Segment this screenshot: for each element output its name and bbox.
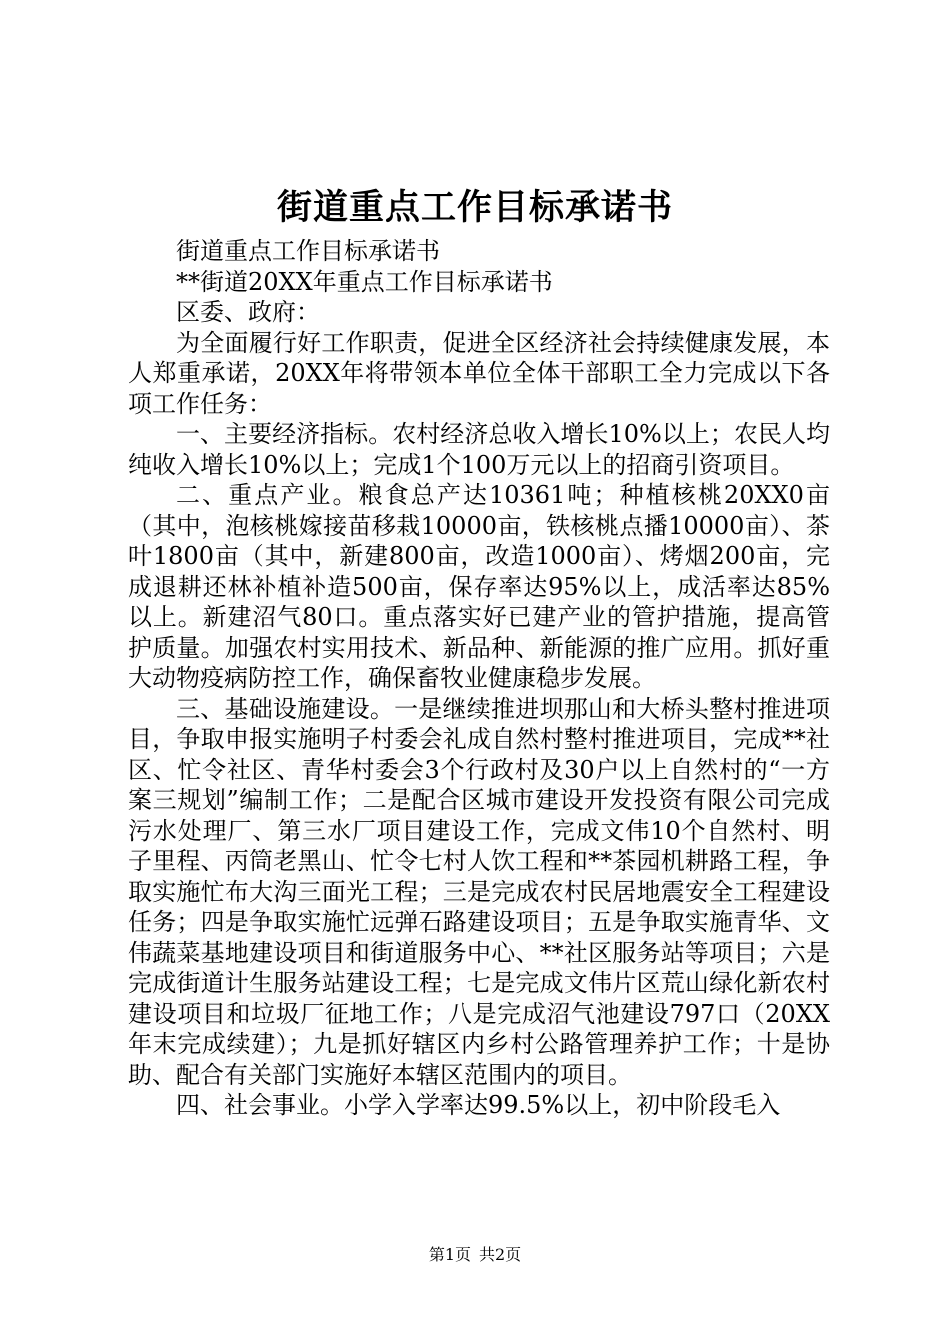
paragraph: 为全面履行好工作职责，促进全区经济社会持续健康发展，本人郑重承诺，20XX年将带领本单位全体干部职工全力完成以下各项工作任务： [128, 328, 830, 418]
paragraph: 一、主要经济指标。农村经济总收入增长10%以上；农民人均纯收入增长10%以上；完成1个100万元以上的招商引资项目。 [128, 420, 830, 479]
paragraph: 街道重点工作目标承诺书 [176, 237, 440, 265]
paragraph: 区委、政府： [176, 298, 320, 326]
paragraph: 二、重点产业。粮食总产达10361吨；种植核桃20XX0亩（其中，泡核桃嫁接苗移栽10000亩，铁核桃点播10000亩）、茶叶1800亩（其中，新建800亩，改造1000亩）、烤烟200亩，完成退耕还林补植补造500亩，保存率达95%以上，成活率达85%以上。新建沼气80口。重点落实好已建产业的管护措施，提高管护质量。加强农村实用技术、新品种、新能源的推广应用。抓好重大动物疫病防控工作，确保畜牧业健康稳步发展。 [128, 481, 830, 692]
page-number: 第1页 [428, 1245, 471, 1264]
page-footer [0, 1245, 950, 1265]
document-title: 街道重点工作目标承诺书 [276, 187, 673, 228]
paragraph: 四、社会事业。小学入学率达99.5%以上，初中阶段毛入 [176, 1091, 781, 1119]
document-body [128, 236, 830, 1121]
paragraph: 三、基础设施建设。一是继续推进坝那山和大桥头整村推进项目，争取申报实施明子村委会礼成自然村整村推进项目，完成**社区、忙令社区、青华村委会3个行政村及30户以上自然村的“一方案三规划”编制工作；二是配合区城市建设开发投资有限公司完成污水处理厂、第三水厂项目建设工作，完成文伟10个自然村、明子里程、丙筒老黑山、忙令七村人饮工程和**茶园机耕路工程，争取实施忙布大沟三面光工程；三是完成农村民居地震安全工程建设任务；四是争取实施忙远弹石路建设项目；五是争取实施青华、文伟蔬菜基地建设项目和街道服务中心、**社区服务站等项目；六是完成街道计生服务站建设工程；七是完成文伟片区荒山绿化新农村建设项目和垃圾厂征地工作；八是完成沼气池建设797口（20XX年末完成续建）；九是抓好辖区内乡村公路管理养护工作；十是协助、配合有关部门实施好本辖区范围内的项目。 [128, 694, 830, 1089]
page-count: 共2页 [479, 1245, 522, 1264]
paragraph: **街道20XX年重点工作目标承诺书 [176, 267, 553, 296]
